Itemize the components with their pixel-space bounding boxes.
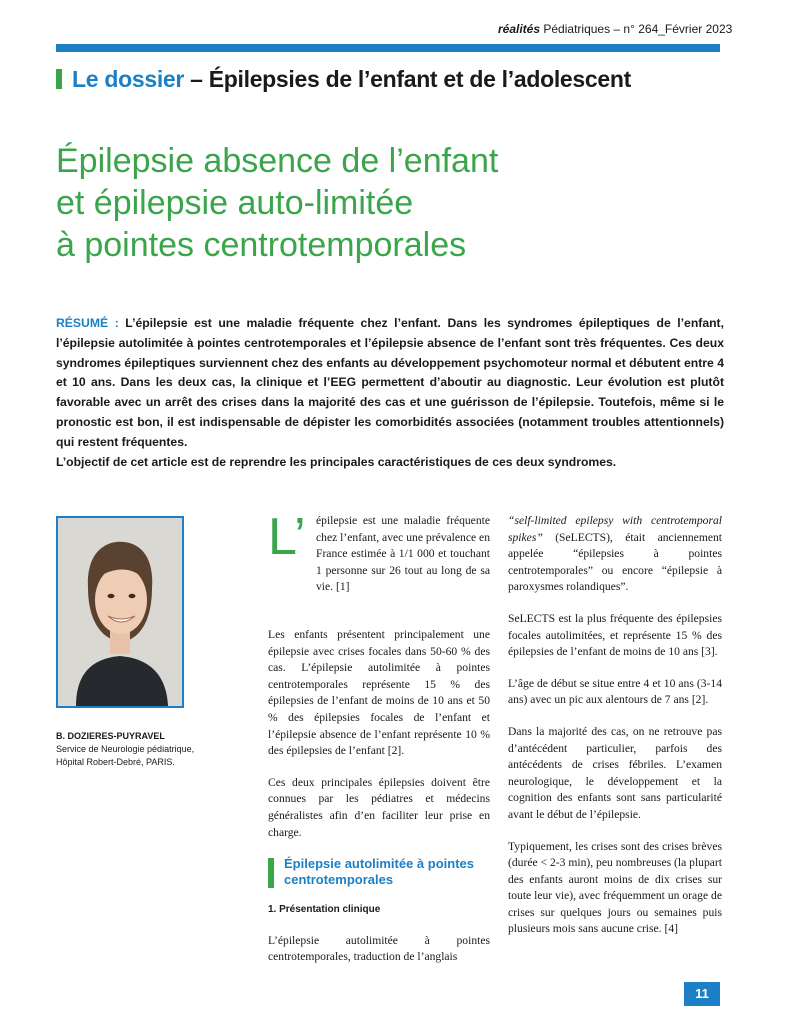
paragraph: Les enfants présentent principalement une épilepsie avec crises focales dans 50-60 % des cas. L’épilepsie autolimitée à pointes centrotemporales représente 15 % des épilepsies de l’enfant de moins de 10 ans et 50 % des épilepsies focales de l’enfant et l’épilepsie absence de l’enfant représente 10 % des épilepsies de l’enfant [2]. [268,627,490,758]
summary-objective: L’objectif de cet article est de reprendre les principales caractéristiques de ces deux syndromes. [56,454,617,469]
section-marker [56,69,62,89]
section-heading [56,66,631,93]
title-line: à pointes centrotemporales [56,226,467,264]
english-term: “self-limited epilepsy with centrotemporal spikes” [508,514,722,544]
intro-paragraph: épilepsie est une maladie fréquente chez l’enfant, avec une prévalence en France estimée à 1/1 000 et touchant 1 personne sur 26 tout au long de sa vie. [1] [316,514,490,594]
paragraph: SeLECTS est la plus fréquente des épilepsies focales autolimitées, et représente 15 % des épilepsies de l’enfant de moins de 10 ans [3]. [508,611,722,659]
top-rule [56,44,720,52]
brand-name: réalités [498,22,541,36]
author-photo [56,516,184,708]
paragraph: “self-limited epilepsy with centrotemporal spikes” (SeLECTS), était anciennement appelée “épilepsies à pointes centrotemporales” ou encore “épilepsie à paroxysmes rolandiques”. [508,514,722,594]
subsubheading: 1. Présentation clinique [268,904,381,916]
running-header [498,22,732,36]
issue-info: Pédiatriques – n° 264_Février 2023 [543,22,733,36]
paragraph: Ces deux principales épilepsies doivent être connues par les pédiatres et médecins généralistes afin d’en faciliter leur prise en charge. [268,775,490,839]
subheading-marker [268,858,274,888]
section-keyword: Le dossier [72,66,185,92]
author-affiliation: Hôpital Robert-Debré, PARIS. [56,757,175,767]
article-column-2 [508,513,722,953]
paragraph: Typiquement, les crises sont des crises brèves (durée < 2-3 min), peu nombreuses (la plupart des enfants auront moins de dix crises sur toute leur vie), avec fréquemment un orage de crises sur quelques jours ou semaines puis plusieurs mois sans aucune crise. [4] [508,839,722,936]
summary [56,314,724,472]
article-column-1 [268,508,490,981]
author-name: B. DOZIERES-PUYRAVEL [56,731,165,741]
drop-cap: L’ [268,508,306,566]
author-block [56,730,246,769]
paragraph: L’épilepsie autolimitée à pointes centrotemporales, traduction de l’anglais [268,933,490,964]
paragraph: L’âge de début se situe entre 4 et 10 ans (3-14 ans) avec un pic aux alentours de 7 ans [2]. [508,676,722,707]
author-affiliation: Service de Neurologie pédiatrique, [56,744,195,754]
section-topic: – Épilepsies de l’enfant et de l’adolescent [184,66,631,92]
title-line: Épilepsie absence de l’enfant [56,142,499,180]
title-line: et épilepsie auto-limitée [56,184,414,222]
subheading: Épilepsie autolimitée à pointes centrotemporales [268,856,490,888]
intro-block [268,508,490,596]
page-number: 11 [684,982,720,1006]
paragraph: Dans la majorité des cas, on ne retrouve pas d’antécédent particulier, parfois des antécédents de crises fébriles. L’examen neurologique, le développement et la cognition des enfants sont sans particularité avant le début de l’épilepsie. [508,724,722,821]
summary-text: L’épilepsie est une maladie fréquente chez l’enfant. Dans les syndromes épileptiques de l’enfant, l’épilepsie autolimitée à pointes centrotemporales et l’épilepsie absence de l’enfant sont très fréquentes. Ces deux syndromes épileptiques surviennent chez des enfants au développement psychomoteur normal et débutent entre 4 et 10 ans. Dans les deux cas, la clinique et l’EEG permettent d’aboutir au diagnostic. Leur évolution est plutôt favorable avec un arrêt des crises dans la majorité des cas et une guérisson de l’épilepsie. Toutefois, même si le pronostic est bon, il est indispensable de dépister les comorbidités associées (notamment troubles attentionnels) qui restent fréquentes. [56,316,724,449]
article-title [56,140,696,266]
summary-label: RÉSUMÉ : [56,316,119,330]
